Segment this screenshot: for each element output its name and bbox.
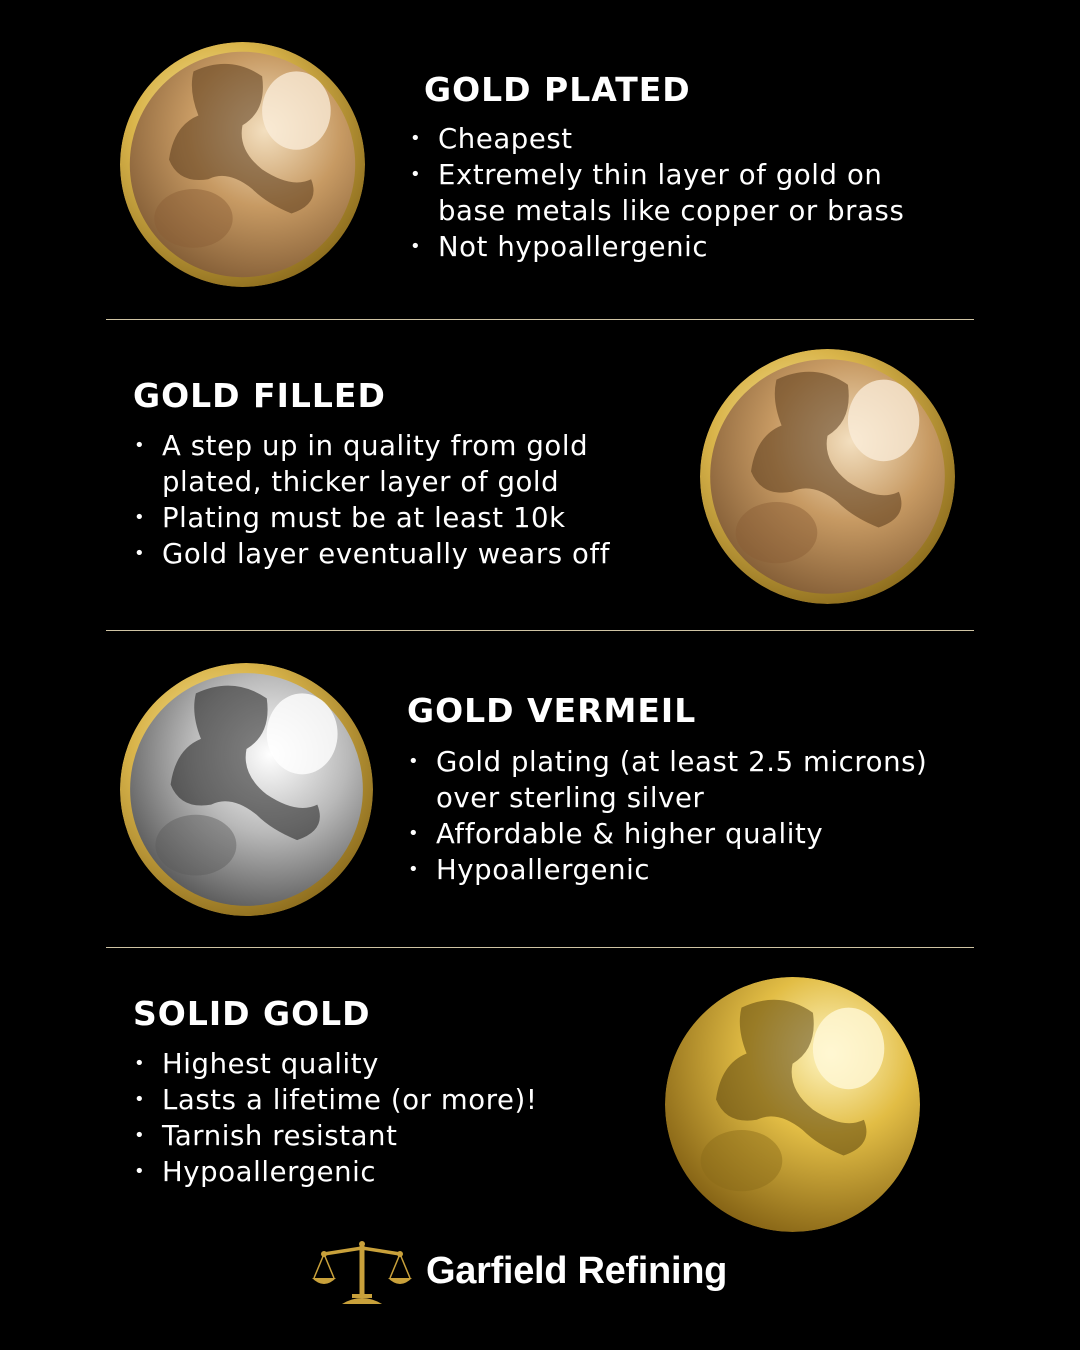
- gold-filled-coin-icon: [700, 349, 955, 604]
- vermeil-silver-coin-icon: [120, 663, 373, 916]
- section-gold-plated: [0, 0, 1080, 320]
- section-gold-vermeil: [0, 631, 1080, 948]
- bullet-list: [132, 428, 610, 572]
- bullet-item: • Tarnish resistant: [132, 1118, 538, 1154]
- bullet-list: [406, 744, 927, 888]
- section-title: SOLID GOLD: [133, 994, 371, 1033]
- bullet-item: • Not hypoallergenic: [408, 229, 904, 265]
- section-title: GOLD PLATED: [424, 70, 691, 109]
- bullet-item: • A step up in quality from gold plated, thicker layer of gold: [132, 428, 610, 500]
- brand-logo: [312, 1238, 782, 1308]
- section-title: GOLD FILLED: [133, 376, 386, 415]
- bullet-item: • Lasts a lifetime (or more)!: [132, 1082, 538, 1118]
- bullet-item: • Hypoallergenic: [132, 1154, 538, 1190]
- bullet-list: [408, 121, 904, 265]
- gold-plated-coin-icon: [120, 42, 365, 287]
- scales-of-justice-icon: [312, 1238, 412, 1308]
- solid-gold-ball-icon: [665, 977, 920, 1232]
- bullet-item: • Cheapest: [408, 121, 904, 157]
- bullet-list: [132, 1046, 538, 1190]
- section-gold-filled: [0, 320, 1080, 630]
- bullet-item: • Gold layer eventually wears off: [132, 536, 610, 572]
- bullet-item: • Plating must be at least 10k: [132, 500, 610, 536]
- section-solid-gold: [0, 948, 1080, 1238]
- section-title: GOLD VERMEIL: [407, 691, 697, 730]
- bullet-item: • Highest quality: [132, 1046, 538, 1082]
- bullet-item: • Affordable & higher quality: [406, 816, 927, 852]
- bullet-item: • Hypoallergenic: [406, 852, 927, 888]
- bullet-item: • Gold plating (at least 2.5 microns) over sterling silver: [406, 744, 927, 816]
- brand-name: Garfield Refining: [426, 1250, 728, 1292]
- bullet-item: • Extremely thin layer of gold on base metals like copper or brass: [408, 157, 904, 229]
